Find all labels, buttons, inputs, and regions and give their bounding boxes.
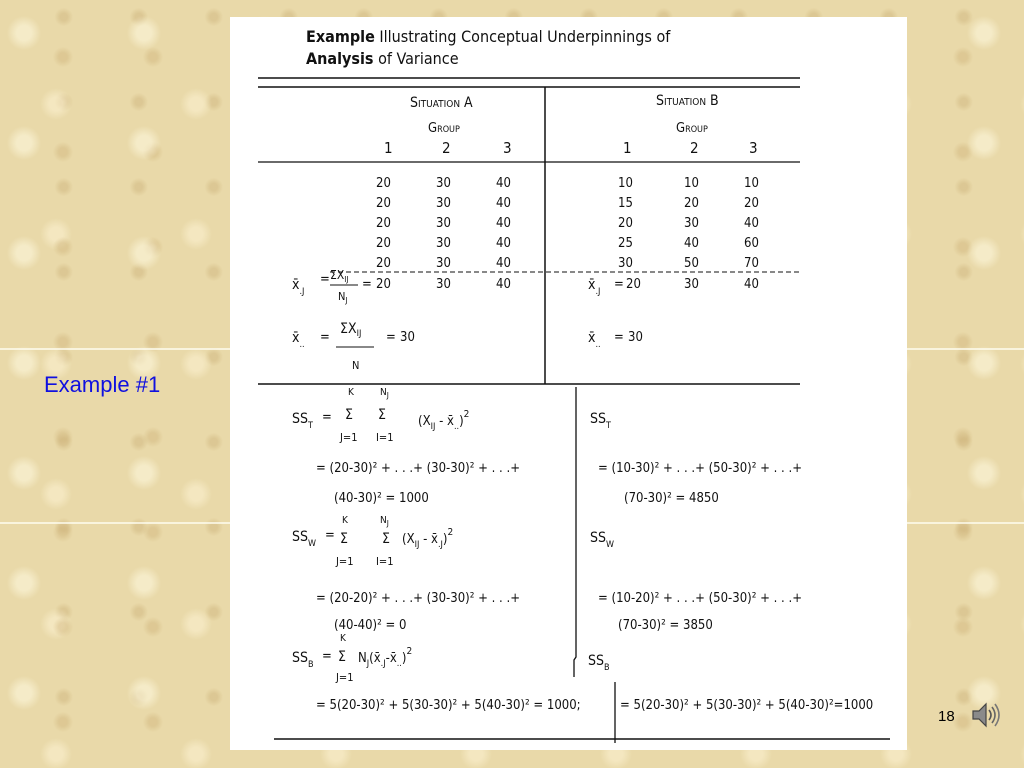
cell: 20 [376,236,391,251]
situation-a-rows [376,176,511,271]
mean-a-2: 30 [436,277,451,292]
svg-text:=: = [325,528,335,543]
situation-b-col-1: 1 [623,139,632,157]
cell: 30 [436,216,451,231]
cell: 30 [618,256,633,271]
ss-w-formula-a [292,515,453,568]
situation-a-title: Situation A [410,95,473,111]
svg-text:(XIJ - x̄..)2: ($X_{IJ}$ - $x̄_{..})^2$ [418,409,470,432]
svg-text:SST: $SS_T$ [292,411,313,431]
speaker-icon[interactable] [970,700,1004,734]
cell: 20 [376,216,391,231]
cell: 20 [376,176,391,191]
cell: 60 [744,236,759,251]
cell: 30 [436,256,451,271]
cell: 40 [684,236,699,251]
svg-text:N: N [352,359,360,372]
cell: 50 [684,256,699,271]
background-seam [0,522,230,524]
ss-w-b-line-2: (70-30)² = 3850 [618,618,713,633]
cell: 30 [436,236,451,251]
grand-mean-label-b: $x̄_{..}$ [588,330,601,350]
cell: 40 [496,196,511,211]
ss-t-a-line-2: (40-30)² = 1000 [334,491,429,506]
situation-a-col-1: 1 [384,139,393,157]
svg-text:SSW: $SS_W$ [292,529,317,549]
group-mean-formula-a [292,268,372,305]
mean-b-3: 40 [744,277,759,292]
cell: 15 [618,196,633,211]
situation-a-col-2: 2 [442,139,451,157]
cell: 40 [496,176,511,191]
cell: 20 [376,256,391,271]
ss-t-a-line-1: = (20-30)² + . . .+ (30-30)² + . . .+ [316,461,521,476]
title-line-1: Example Illustrating Conceptual Underpinnings of [306,27,671,46]
cell: 40 [496,256,511,271]
cell: 20 [618,216,633,231]
svg-text:I=1: I=1 [376,555,394,568]
svg-text:NJ: $N_J$ [380,387,389,400]
mean-a-1: 20 [376,277,391,292]
cell: 40 [496,236,511,251]
document-figure [230,17,907,750]
svg-text:=: = [362,277,372,292]
svg-text:Σ: Σ [382,531,390,547]
ss-b-label-b: $SS_B$ [588,653,610,673]
group-mean-label-b: $x̄_{.J}$ [588,277,601,297]
ss-w-b-line-1: = (10-20)² + . . .+ (50-30)² + . . .+ [598,591,803,606]
cell: 40 [744,216,759,231]
cell: 30 [684,216,699,231]
cell: 40 [496,216,511,231]
ss-b-b-line: = 5(20-30)² + 5(30-30)² + 5(40-30)²=1000 [620,698,874,713]
svg-text:Σ: Σ [338,649,346,665]
grand-mean-b: 30 [628,330,643,345]
ss-b-formula-a [292,633,412,684]
scanned-document [230,17,907,750]
svg-text:J=1: J=1 [336,671,354,684]
mean-a-3: 40 [496,277,511,292]
svg-text:NJ(x̄.J-x̄..)2: $N_J(x̄_{.J}-x̄_{..})^2$ [358,646,413,669]
ss-w-a-line-2: (40-40)² = 0 [334,618,407,633]
svg-text:K: K [348,387,354,398]
background-seam [0,348,230,350]
ss-w-label-b: $SS_W$ [590,530,615,550]
svg-text:NJ: $N_J$ [380,515,389,528]
svg-text:Σ: Σ [378,407,386,423]
grand-mean-a: 30 [400,330,415,345]
ss-t-b-line-1: = (10-30)² + . . .+ (50-30)² + . . .+ [598,461,803,476]
mean-b-2: 30 [684,277,699,292]
cell: 10 [684,176,699,191]
svg-text:=: = [386,330,396,345]
svg-text:K: K [342,515,348,526]
svg-text:I=1: I=1 [376,431,394,444]
background-seam [907,348,1024,350]
situation-b-title: Situation B [656,93,719,109]
svg-text:J=1: J=1 [336,555,354,568]
cell: 20 [744,196,759,211]
ss-t-formula-a [292,387,469,444]
svg-text:x̄..: $x̄_{..}$ [292,330,305,350]
equals-sign: = [614,330,624,345]
situation-b-col-2: 2 [690,139,699,157]
slide-label: Example #1 [44,372,161,397]
ss-t-label-b: $SS_T$ [590,411,611,431]
svg-text:=: = [320,330,330,345]
title-line-2: Analysis of Variance [306,49,459,68]
situation-b-col-3: 3 [749,139,758,157]
situation-a-col-3: 3 [503,139,512,157]
cell: 25 [618,236,633,251]
situation-b-group: Group [676,121,708,136]
svg-text:SSB: $SS_B$ [292,650,314,670]
svg-text:ΣXIJ: $\Sigma X_{IJ}$ [330,268,349,284]
cell: 10 [744,176,759,191]
cell: 20 [376,196,391,211]
svg-text:=: = [322,410,332,425]
cell: 30 [436,196,451,211]
svg-text:Σ: Σ [340,531,348,547]
ss-b-a-line: = 5(20-30)² + 5(30-30)² + 5(40-30)² = 1000; [316,698,581,713]
cell: 20 [684,196,699,211]
svg-text:=: = [322,649,332,664]
svg-text:=: = [320,272,330,287]
svg-text:K: K [340,633,346,644]
situation-a-group: Group [428,121,460,136]
svg-text:(XIJ - x̄.J)2: ($X_{IJ}$ - $x̄_{.J})^2$ [402,527,454,550]
mean-b-1: 20 [626,277,641,292]
ss-w-a-line-1: = (20-20)² + . . .+ (30-30)² + . . .+ [316,591,521,606]
cell: 70 [744,256,759,271]
svg-text:J=1: J=1 [340,431,358,444]
divider-vertical-lower [574,387,576,677]
situation-b-rows [618,176,759,271]
svg-text:x̄.J: $x̄_{.J}$ [292,277,305,297]
cell: 10 [618,176,633,191]
svg-text:Σ: Σ [345,407,353,423]
grand-mean-formula-a [292,321,396,372]
svg-text:ΣXIJ: $\Sigma X_{IJ}$ [340,321,362,339]
cell: 30 [436,176,451,191]
svg-text:NJ: $N_J$ [338,290,348,305]
ss-t-b-line-2: (70-30)² = 4850 [624,491,719,506]
background-seam [907,522,1024,524]
equals-sign: = [614,277,624,292]
page-number: 18 [938,708,955,725]
